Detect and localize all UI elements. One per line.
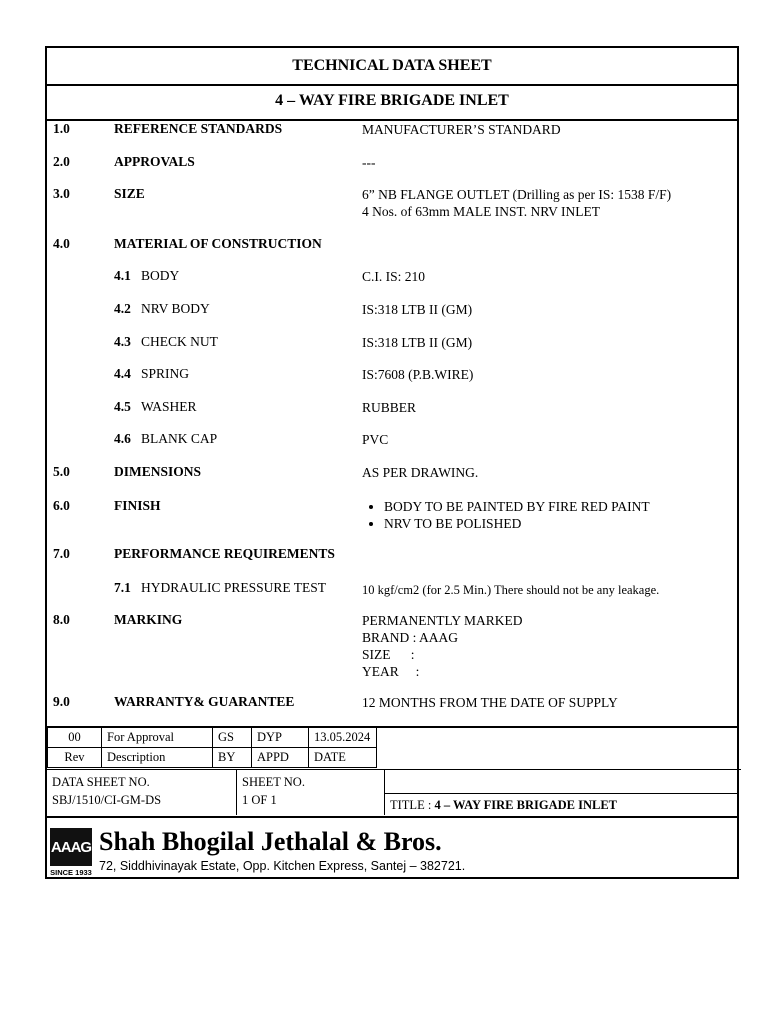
- spec-number: 4.5: [114, 399, 131, 414]
- sheet-title: TECHNICAL DATA SHEET: [47, 48, 737, 86]
- title-prefix: TITLE :: [390, 798, 435, 812]
- marking-line: SIZE :: [362, 647, 415, 662]
- spec-number: 9.0: [53, 694, 70, 709]
- spec-number: 6.0: [53, 498, 70, 513]
- sheet-no-label: SHEET NO.: [242, 775, 305, 789]
- spec-value: AS PER DRAWING.: [362, 465, 479, 480]
- spec-value: IS:318 LTB II (GM): [362, 302, 473, 317]
- spec-number: 4.1: [114, 268, 131, 283]
- product-title: 4 – WAY FIRE BRIGADE INLET: [47, 84, 737, 121]
- by-cell: GS: [213, 728, 252, 748]
- title-cell: [385, 793, 739, 815]
- logo-since: SINCE 1933: [50, 868, 92, 877]
- finish-bullet: • BODY TO BE PAINTED BY FIRE RED PAINT: [384, 498, 650, 515]
- datasheet-info: [47, 769, 741, 816]
- company-block: [47, 816, 737, 881]
- spec-number: 7.0: [53, 546, 70, 561]
- spec-label: WASHER: [141, 399, 197, 414]
- spec-number: 1.0: [53, 121, 70, 136]
- rev-header: Rev: [48, 748, 102, 768]
- by-header: BY: [213, 748, 252, 768]
- technical-data-sheet: [45, 46, 739, 879]
- logo-mark: AAAG: [50, 828, 92, 866]
- marking-line: PERMANENTLY MARKED: [362, 613, 523, 628]
- spec-label: SPRING: [141, 366, 190, 381]
- finish-bullet: • NRV TO BE POLISHED: [384, 515, 650, 532]
- spec-value: 12 MONTHS FROM THE DATE OF SUPPLY: [362, 695, 618, 710]
- spec-value: IS:7608 (P.B.WIRE): [362, 367, 474, 382]
- table-row: [48, 728, 377, 748]
- spec-label: FINISH: [114, 498, 161, 513]
- spec-label: REFERENCE STANDARDS: [114, 121, 283, 136]
- spec-label: BODY: [141, 268, 180, 283]
- spec-number: 5.0: [53, 464, 70, 479]
- marking-line: BRAND : AAAG: [362, 630, 459, 645]
- spec-value: IS:318 LTB II (GM): [362, 335, 473, 350]
- spec-number: 2.0: [53, 154, 70, 169]
- spec-label: HYDRAULIC PRESSURE TEST: [141, 580, 327, 595]
- spec-number: 4.4: [114, 366, 131, 381]
- sheet-no-value: 1 OF 1: [242, 793, 277, 807]
- description-cell: For Approval: [102, 728, 213, 748]
- datasheet-no-label: DATA SHEET NO.: [52, 775, 150, 789]
- spec-label: MATERIAL OF CONSTRUCTION: [114, 236, 322, 251]
- spec-number: 4.3: [114, 334, 131, 349]
- spec-number: 8.0: [53, 612, 70, 627]
- spec-value: PVC: [362, 432, 389, 447]
- company-address: 72, Siddhivinayak Estate, Opp. Kitchen Express, Santej – 382721.: [99, 859, 466, 873]
- marking-line: YEAR :: [362, 664, 420, 679]
- table-row: [48, 748, 377, 768]
- company-logo: [50, 828, 92, 878]
- spec-number: 4.0: [53, 236, 70, 251]
- spec-label: SIZE: [114, 186, 145, 201]
- appd-cell: DYP: [252, 728, 309, 748]
- company-name: Shah Bhogilal Jethalal & Bros.: [99, 827, 442, 856]
- date-header: DATE: [309, 748, 377, 768]
- spec-label: PERFORMANCE REQUIREMENTS: [114, 546, 335, 561]
- spec-value: C.I. IS: 210: [362, 269, 426, 284]
- spec-label: DIMENSIONS: [114, 464, 202, 479]
- spec-number: 4.6: [114, 431, 131, 446]
- rev-cell: 00: [48, 728, 102, 748]
- spec-value: 4 Nos. of 63mm MALE INST. NRV INLET: [362, 204, 601, 219]
- spec-number: 3.0: [53, 186, 70, 201]
- spec-value: ---: [362, 155, 376, 170]
- revision-table: [47, 727, 377, 768]
- spec-label: CHECK NUT: [141, 334, 218, 349]
- spec-label: BLANK CAP: [141, 431, 218, 446]
- appd-header: APPD: [252, 748, 309, 768]
- spec-value: 6” NB FLANGE OUTLET (Drilling as per IS: 1538 F/F): [362, 187, 672, 202]
- spec-number: 4.2: [114, 301, 131, 316]
- spec-number: 7.1: [114, 580, 131, 595]
- spec-value: 10 kgf/cm2 (for 2.5 Min.) There should not be any leakage.: [362, 583, 660, 597]
- spec-label: WARRANTY& GUARANTEE: [114, 694, 295, 709]
- spec-label: NRV BODY: [141, 301, 210, 316]
- title-value: 4 – WAY FIRE BRIGADE INLET: [434, 798, 618, 812]
- date-cell: 13.05.2024: [309, 728, 377, 748]
- spec-label: MARKING: [114, 612, 183, 627]
- spec-label: APPROVALS: [114, 154, 195, 169]
- datasheet-no-value: SBJ/1510/CI-GM-DS: [52, 793, 162, 807]
- spec-value: MANUFACTURER’S STANDARD: [362, 122, 561, 137]
- description-header: Description: [102, 748, 213, 768]
- spec-value: RUBBER: [362, 400, 417, 415]
